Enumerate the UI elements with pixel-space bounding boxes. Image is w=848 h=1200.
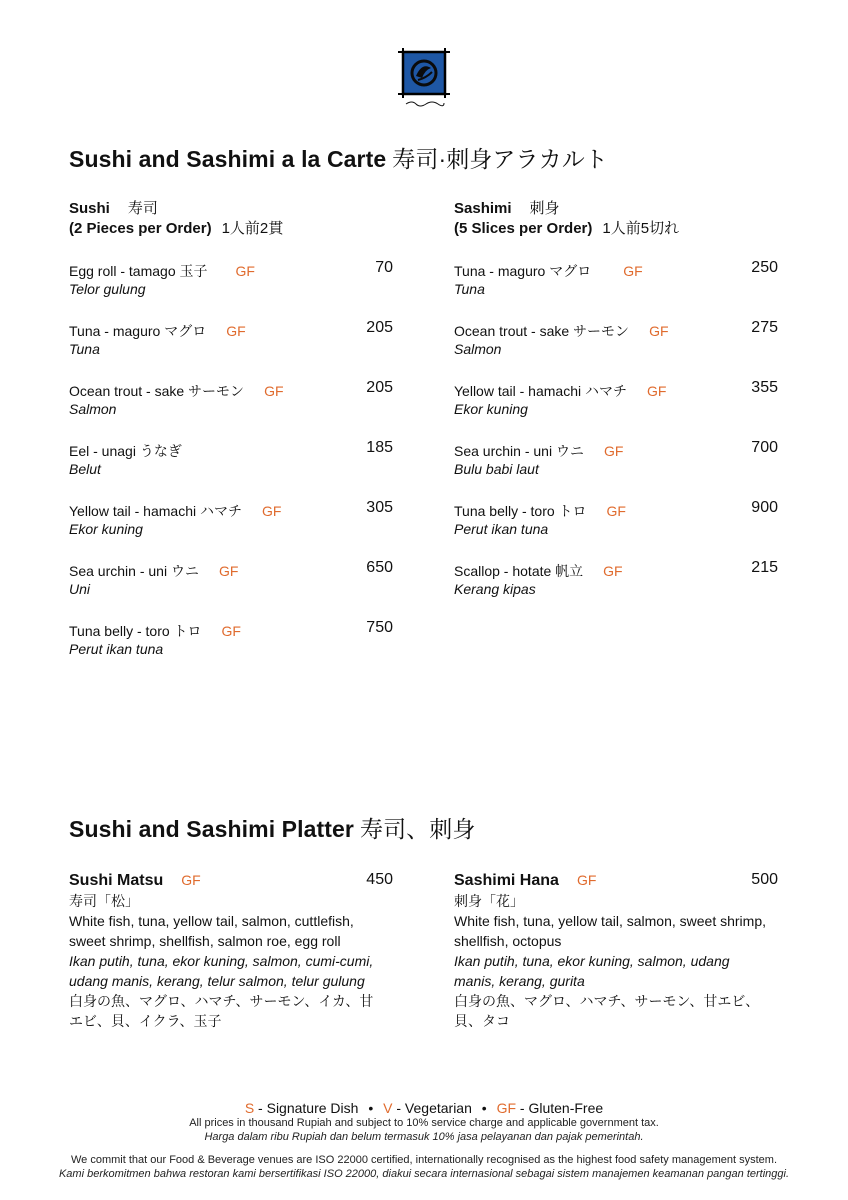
legend-separator: • <box>368 1100 374 1116</box>
platter-item-price: 450 <box>366 871 393 888</box>
item-name-row <box>69 321 246 341</box>
sashimi-heading-jp: 刺身 <box>529 200 560 217</box>
menu-item <box>69 561 399 607</box>
item-name: Tuna belly - toro トロ <box>69 623 202 639</box>
gluten-free-tag: GF <box>649 323 669 339</box>
platter-title <box>69 811 475 844</box>
menu-item <box>454 561 784 607</box>
menu-item <box>69 321 399 367</box>
item-name: Ocean trout - sake サーモン <box>69 383 245 399</box>
restaurant-logo <box>398 48 450 110</box>
alacarte-title-text: Sushi and Sashimi a la Carte <box>69 146 387 172</box>
item-name: Tuna - maguro マグロ <box>454 263 592 279</box>
legend <box>0 1100 848 1116</box>
sashimi-subheading: (5 Slices per Order) <box>454 220 593 237</box>
platter-item-description: sweet shrimp, shellfish, salmon roe, egg roll <box>69 933 341 949</box>
item-name-row <box>454 561 623 581</box>
item-translation: Perut ikan tuna <box>69 641 164 657</box>
gluten-free-tag: GF <box>264 383 284 399</box>
menu-item <box>69 381 399 427</box>
platter-title-text: Sushi and Sashimi Platter <box>69 816 354 842</box>
item-name: Yellow tail - hamachi ハマチ <box>454 383 627 399</box>
gluten-free-tag: GF <box>181 872 201 888</box>
item-name: Sea urchin - uni ウニ <box>454 443 584 459</box>
alacarte-title-jp: 寿司·刺身アラカルト <box>392 146 608 172</box>
item-translation: Perut ikan tuna <box>454 521 549 537</box>
platter-item-translation: manis, kerang, gurita <box>454 973 585 989</box>
gluten-free-tag: GF <box>218 563 239 579</box>
item-price: 700 <box>751 439 778 456</box>
item-price: 900 <box>751 499 778 516</box>
platter-item-description: White fish, tuna, yellow tail, salmon, sweet shrimp, <box>454 913 767 929</box>
legend-code-gluten-free: GF <box>496 1100 517 1116</box>
platter-item-title <box>69 870 399 891</box>
item-name: Tuna belly - toro トロ <box>454 503 587 519</box>
sushi-heading: Sushi <box>69 200 110 217</box>
item-name-row <box>69 501 281 521</box>
platter-item-jp-description: 白身の魚、マグロ、ハマチ、サーモン、イカ、甘 <box>69 993 374 1009</box>
gluten-free-tag: GF <box>262 503 282 519</box>
platter-item <box>69 870 399 1031</box>
menu-item <box>69 441 399 487</box>
item-translation: Tuna <box>69 341 100 357</box>
item-translation: Belut <box>69 461 101 477</box>
platter-item-jp-name: 刺身「花」 <box>454 893 524 909</box>
sumire-logo-icon <box>398 48 450 110</box>
item-price: 215 <box>751 559 778 576</box>
item-name-row <box>454 501 626 521</box>
item-name-row <box>69 261 255 281</box>
item-name-row <box>454 441 623 461</box>
platter-title-jp: 寿司、刺身 <box>359 816 476 842</box>
menu-item <box>69 501 399 547</box>
menu-item <box>454 441 784 487</box>
item-name: Scallop - hotate 帆立 <box>454 563 584 579</box>
item-translation: Ekor kuning <box>69 521 143 537</box>
menu-item <box>454 501 784 547</box>
platter-item-name: Sashimi Hana <box>454 872 559 889</box>
menu-item <box>454 321 784 367</box>
item-price: 250 <box>751 259 778 276</box>
platter-item-jp-description: エビ、貝、イクラ、玉子 <box>69 1013 222 1029</box>
platter-item-description: shellfish, octopus <box>454 933 562 949</box>
legend-code-signature: S <box>244 1100 255 1116</box>
sushi-heading-jp: 寿司 <box>127 200 158 217</box>
item-translation: Ekor kuning <box>454 401 528 417</box>
item-translation: Kerang kipas <box>454 581 536 597</box>
item-name-row <box>454 261 643 281</box>
gluten-free-tag: GF <box>221 623 241 639</box>
item-translation: Tuna <box>454 281 485 297</box>
platter-item-translation: Ikan putih, tuna, ekor kuning, salmon, udang <box>454 953 730 969</box>
legend-code-vegetarian: V <box>383 1100 393 1116</box>
pricing-note: All prices in thousand Rupiah and subject to 10% service charge and applicable government tax. <box>189 1117 659 1129</box>
pricing-note-translation: Harga dalam ribu Rupiah dan belum termasuk 10% jasa pelayanan dan pajak pemerintah. <box>204 1131 644 1143</box>
gluten-free-tag: GF <box>603 563 623 579</box>
gluten-free-tag: GF <box>576 872 597 888</box>
alacarte-title <box>69 141 608 174</box>
item-translation: Salmon <box>454 341 502 357</box>
gluten-free-tag: GF <box>623 263 643 279</box>
legend-label-signature: - Signature Dish <box>254 1100 359 1116</box>
platter-item-price: 500 <box>751 871 778 888</box>
platter-item-title <box>454 870 784 891</box>
iso-note-translation: Kami berkomitmen bahwa restoran kami bersertifikasi ISO 22000, diakui secara internasional sebagai sistem manajemen keamanan pangan tertinggi. <box>58 1168 790 1180</box>
item-price: 205 <box>366 319 393 336</box>
item-price: 355 <box>751 379 778 396</box>
platter-item-jp-name: 寿司「松」 <box>69 893 139 909</box>
item-price: 275 <box>751 319 778 336</box>
platter-item <box>454 870 784 1031</box>
item-translation: Bulu babi laut <box>454 461 539 477</box>
gluten-free-tag: GF <box>235 263 255 279</box>
item-price: 650 <box>366 559 393 576</box>
item-price: 185 <box>366 439 393 456</box>
item-name: Yellow tail - hamachi ハマチ <box>69 503 242 519</box>
legend-label-gluten-free: - Gluten-Free <box>516 1100 604 1116</box>
menu-item <box>69 621 399 667</box>
item-name: Sea urchin - uni ウニ <box>69 563 199 579</box>
item-name-row <box>69 561 238 581</box>
menu-item <box>454 381 784 427</box>
sushi-subheading-jp: 1人前2貫 <box>221 220 284 237</box>
item-translation: Salmon <box>69 401 117 417</box>
sashimi-subheading-jp: 1人前5切れ <box>602 220 680 237</box>
platter-item-translation: udang manis, kerang, telur salmon, telur gulung <box>69 973 365 989</box>
item-name-row <box>454 381 666 401</box>
item-name: Egg roll - tamago 玉子 <box>69 263 208 279</box>
item-name-row <box>69 621 241 641</box>
sashimi-header <box>454 199 679 239</box>
item-name-row <box>69 441 182 461</box>
platter-item-name: Sushi Matsu <box>69 872 164 889</box>
item-name: Eel - unagi うなぎ <box>69 443 182 459</box>
item-translation: Uni <box>69 581 91 597</box>
menu-item <box>454 261 784 307</box>
platter-item-jp-description: 白身の魚、マグロ、ハマチ、サーモン、甘エビ、 <box>454 993 760 1009</box>
sashimi-heading: Sashimi <box>454 200 512 217</box>
item-name-row <box>454 321 669 341</box>
platter-item-description: White fish, tuna, yellow tail, salmon, cuttlefish, <box>69 913 354 929</box>
item-translation: Telor gulung <box>69 281 146 297</box>
item-name: Tuna - maguro マグロ <box>69 323 207 339</box>
item-price: 750 <box>366 619 393 636</box>
item-price: 305 <box>366 499 393 516</box>
item-price: 70 <box>375 259 393 276</box>
sushi-subheading: (2 Pieces per Order) <box>69 220 212 237</box>
iso-note: We commit that our Food & Beverage venues are ISO 22000 certified, internationally recognised as the highest food safety management system. <box>70 1154 777 1166</box>
legend-separator: • <box>481 1100 487 1116</box>
gluten-free-tag: GF <box>226 323 246 339</box>
item-name: Ocean trout - sake サーモン <box>454 323 630 339</box>
platter-item-jp-description: 貝、タコ <box>454 1013 510 1029</box>
legend-label-vegetarian: - Vegetarian <box>392 1100 472 1116</box>
gluten-free-tag: GF <box>603 443 624 459</box>
platter-item-translation: Ikan putih, tuna, ekor kuning, salmon, cumi-cumi, <box>69 953 374 969</box>
item-price: 205 <box>366 379 393 396</box>
sushi-header <box>69 199 283 239</box>
menu-item <box>69 261 399 307</box>
gluten-free-tag: GF <box>606 503 626 519</box>
gluten-free-tag: GF <box>647 383 667 399</box>
item-name-row <box>69 381 284 401</box>
